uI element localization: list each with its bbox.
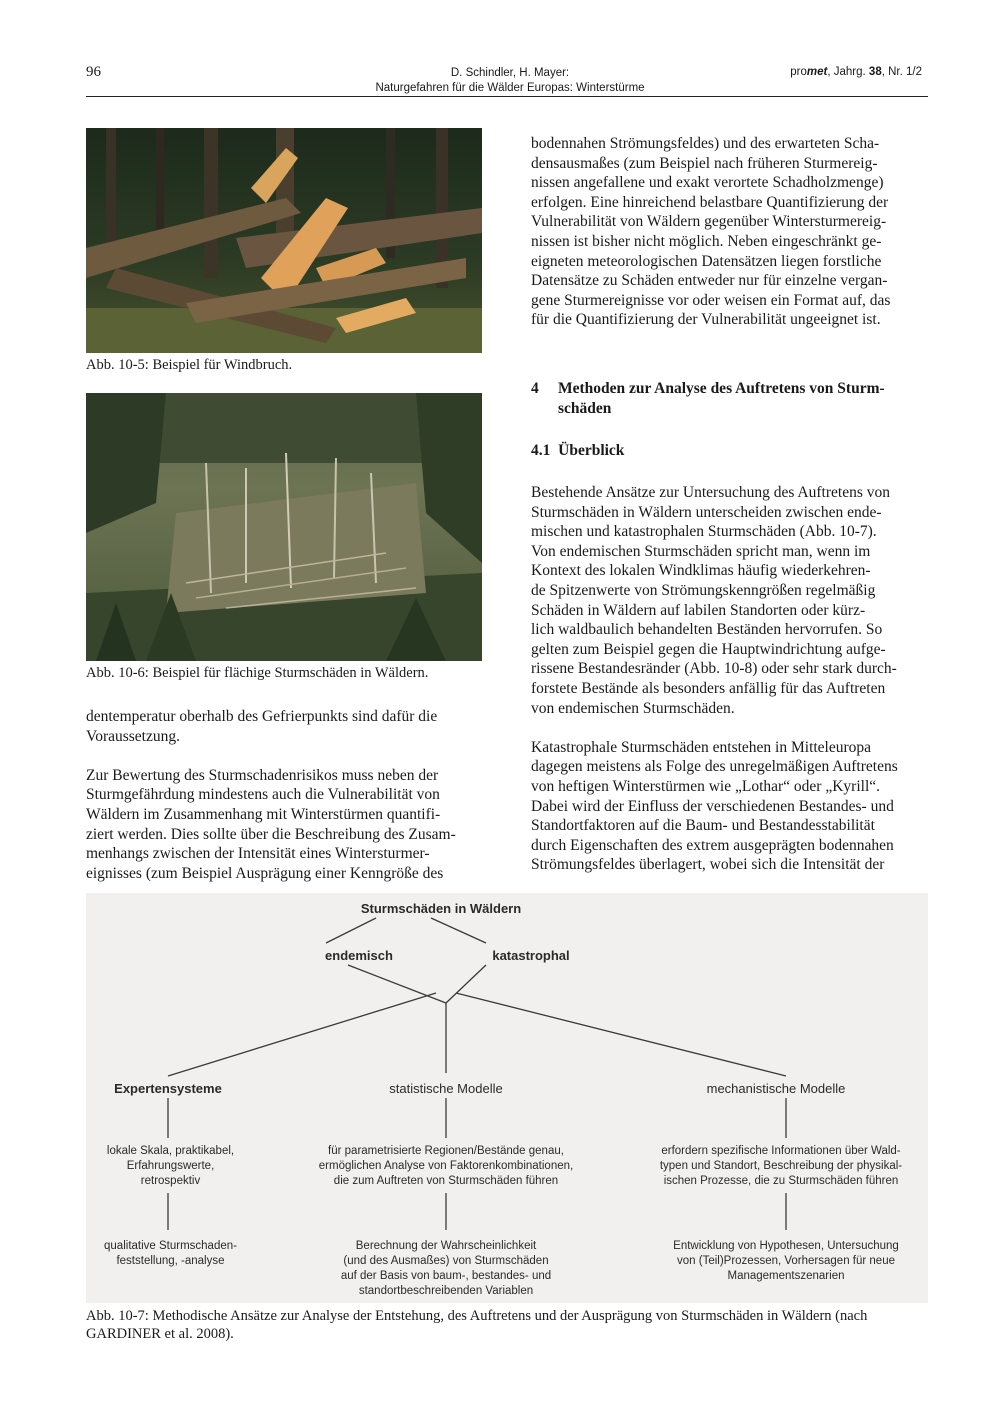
diagram-text-line: typen und Standort, Beschreibung der physikal- bbox=[659, 1160, 903, 1172]
diagram-text-line: erfordern spezifische Informationen über Wald- bbox=[661, 1145, 901, 1157]
text-line: eigneten meteorologischen Datensätzen liegen forstliche bbox=[531, 252, 882, 270]
left-paragraph-2 bbox=[86, 766, 482, 884]
text-line: Schäden in Wäldern auf labilen Standorten oder kürz- bbox=[531, 601, 866, 619]
diagram-text-line: auf der Basis von baum-, bestandes- und bbox=[340, 1270, 552, 1282]
header-title: Naturgefahren für die Wälder Europas: Winterstürme bbox=[375, 82, 645, 94]
fig6-caption: Abb. 10-6: Beispiel für flächige Sturmschäden in Wäldern. bbox=[86, 665, 429, 681]
text-line: Strömungsfeldes überlagert, wobei sich die Intensität der bbox=[531, 856, 885, 874]
text-line: Vulnerabilität von Wäldern gegenüber Wintersturmereig- bbox=[531, 213, 887, 231]
diagram-branch-katastrophal: katastrophal bbox=[492, 948, 570, 963]
text-line: für die Quantifizierung der Vulnerabilität ungeeignet ist. bbox=[531, 311, 881, 329]
right-column-top bbox=[531, 134, 927, 330]
text-line: gene Sturmereignisse vor oder weisen ein Format auf, das bbox=[531, 291, 891, 309]
text-line: von endemischen Sturmschäden. bbox=[531, 699, 735, 717]
diagram-text-line: Entwicklung von Hypothesen, Untersuchung bbox=[673, 1240, 899, 1252]
text-line: Katastrophale Sturmschäden entstehen in Mitteleuropa bbox=[531, 738, 872, 756]
diagram-text-line: lokale Skala, praktikabel, bbox=[106, 1145, 235, 1157]
diagram-text-line: die zum Auftreten von Sturmschäden führen bbox=[333, 1175, 559, 1187]
text-line: dagegen meistens als Folge des unregelmäßigen Auftretens bbox=[531, 758, 898, 776]
diagram-text-line: für parametrisierte Regionen/Bestände genau, bbox=[328, 1145, 564, 1157]
left-paragraph-1 bbox=[86, 707, 482, 746]
text-line: bodennahen Strömungsfeldes) und des erwarteten Scha- bbox=[531, 135, 880, 152]
text-line: von heftigen Winterstürmen wie „Lothar“ oder „Kyrill“. bbox=[531, 777, 881, 795]
text-line: de Spitzenwerte von Strömungskenngrößen regelmäßig bbox=[531, 581, 876, 599]
diagram-text-line: ermöglichen Analyse von Faktorenkombinationen, bbox=[318, 1160, 574, 1172]
diagram-result-mechanistisch bbox=[646, 1239, 926, 1284]
right-paragraph-1 bbox=[531, 134, 927, 330]
text-line: Sturmschäden in Wäldern unterscheiden zwischen ende- bbox=[531, 503, 882, 521]
text-line: lich waldbaulich behandelten Beständen hervorrufen. So bbox=[531, 621, 883, 639]
windbruch-photo bbox=[86, 128, 482, 353]
diagram-text-line: Erfahrungswerte, bbox=[126, 1160, 215, 1172]
running-header bbox=[300, 66, 720, 96]
text-line: eignisses (zum Beispiel Ausprägung einer Kenngröße des bbox=[86, 864, 444, 882]
fig5-caption: Abb. 10-5: Beispiel für Windbruch. bbox=[86, 357, 293, 373]
text-line: Zur Bewertung des Sturmschadenrisikos muss neben der bbox=[86, 766, 439, 784]
page-number: 96 bbox=[86, 64, 101, 80]
fig7-caption-line1: Abb. 10-7: Methodische Ansätze zur Analyse der Entstehung, des Auftretens und der Ausprägung von Sturmschäden in Wäldern (nach bbox=[86, 1308, 868, 1324]
diagram-text-line: Berechnung der Wahrscheinlichkeit bbox=[355, 1240, 537, 1252]
section-title-line1: Methoden zur Analyse des Auftretens von Sturm- bbox=[558, 380, 885, 397]
diagram-method-mechanistisch: mechanistische Modelle bbox=[706, 1081, 846, 1096]
diagram-desc-mechanistisch bbox=[634, 1144, 928, 1189]
text-line: menhangs zwischen der Intensität eines Wintersturmer- bbox=[86, 845, 430, 863]
text-line: Wäldern im Zusammenhang mit Winterstürmen quantifi- bbox=[86, 805, 441, 823]
journal-prefix: pro bbox=[790, 66, 807, 78]
right-column-bottom bbox=[531, 483, 927, 875]
journal-em: met bbox=[806, 66, 828, 78]
fig7-caption bbox=[86, 1307, 936, 1343]
header-authors: D. Schindler, H. Mayer: bbox=[450, 67, 570, 79]
diagram-text-line: Managementszenarien bbox=[727, 1270, 845, 1282]
diagram-text-line: von (Teil)Prozessen, Vorhersagen für neue bbox=[677, 1255, 895, 1267]
text-line: gelten zum Beispiel gegen die Hauptwindrichtung aufge- bbox=[531, 640, 886, 658]
right-paragraph-3 bbox=[531, 738, 927, 875]
diagram-text-line: (und des Ausmaßes) von Sturmschäden bbox=[343, 1255, 549, 1267]
text-line: Datensätze zu Schäden entweder nur für einzelne vergan- bbox=[531, 272, 888, 290]
text-line: Bestehende Ansätze zur Untersuchung des Auftretens von bbox=[531, 484, 890, 501]
text-line: mischen und katastrophalen Sturmschäden (Abb. 10-7). bbox=[531, 523, 877, 541]
methods-diagram bbox=[86, 893, 928, 1303]
journal-info bbox=[790, 66, 922, 78]
header-rule bbox=[86, 96, 928, 97]
text-line: Standortfaktoren auf die Baum- und Bestandesstabilität bbox=[531, 817, 875, 835]
diagram-method-statistisch: statistische Modelle bbox=[389, 1081, 503, 1096]
text-line: nissen ist bisher nicht möglich. Neben eingeschränkt ge- bbox=[531, 232, 882, 250]
text-line: erfolgen. Eine hinreichend belastbare Quantifizierung der bbox=[531, 193, 889, 211]
text-line: Voraussetzung. bbox=[86, 727, 180, 745]
text-line: Kontext des lokalen Windklimas häufig wiederkehren- bbox=[531, 562, 871, 580]
diagram-desc-statistisch bbox=[291, 1144, 601, 1189]
diagram-text-line: qualitative Sturmschaden- bbox=[104, 1240, 237, 1252]
diagram-text-line: ischen Prozesse, die zu Sturmschäden führen bbox=[663, 1175, 899, 1187]
left-column bbox=[86, 707, 482, 883]
text-line: densausmaßes (zum Beispiel nach früheren Sturmereig- bbox=[531, 154, 878, 172]
section-number: 4 bbox=[531, 380, 539, 397]
text-line: Sturmgefährdung mindestens auch die Vulnerabilität von bbox=[86, 786, 440, 804]
diagram-branch-endemisch: endemisch bbox=[325, 948, 393, 963]
diagram-text-line: retrospektiv bbox=[140, 1175, 201, 1187]
subsection-heading: 4.1 Überblick bbox=[531, 442, 625, 459]
storm-damage-photo bbox=[86, 393, 482, 661]
journal-issue: , Nr. 1/2 bbox=[881, 66, 922, 78]
diagram-result-expertensysteme bbox=[88, 1239, 253, 1269]
fig7-caption-line2: GARDINER et al. 2008). bbox=[86, 1326, 234, 1342]
diagram-text-line: feststellung, -analyse bbox=[116, 1255, 225, 1267]
diagram-result-statistisch bbox=[311, 1239, 581, 1299]
text-line: Dabei wird der Einfluss der verschiedenen Bestandes- und bbox=[531, 797, 894, 815]
text-line: durch Eigenschaften des extrem ausgeprägten bodennahen bbox=[531, 836, 894, 854]
text-line: ziert werden. Dies sollte über die Beschreibung des Zusam- bbox=[86, 825, 456, 843]
right-paragraph-2 bbox=[531, 483, 927, 718]
text-line: forstete Bestände als besonders anfällig für das Auftreten bbox=[531, 679, 886, 697]
journal-suffix: , Jahrg. bbox=[827, 66, 866, 78]
diagram-desc-expertensysteme bbox=[88, 1144, 253, 1189]
text-line: rissene Bestandesränder (Abb. 10-8) oder sehr stark durch- bbox=[531, 660, 897, 678]
section-title-line2: schäden bbox=[558, 399, 612, 417]
diagram-text-line: standortbeschreibenden Variablen bbox=[358, 1285, 534, 1297]
text-line: nissen angefallene und exakt verortete Schadholzmenge) bbox=[531, 174, 884, 192]
text-line: dentemperatur oberhalb des Gefrierpunkts sind dafür die bbox=[86, 708, 438, 725]
journal-volume: 38 bbox=[868, 66, 882, 78]
diagram-method-expertensysteme: Expertensysteme bbox=[114, 1081, 222, 1096]
diagram-root: Sturmschäden in Wäldern bbox=[360, 901, 522, 916]
section-heading bbox=[531, 379, 931, 418]
text-line: Von endemischen Sturmschäden spricht man, wenn im bbox=[531, 542, 871, 560]
